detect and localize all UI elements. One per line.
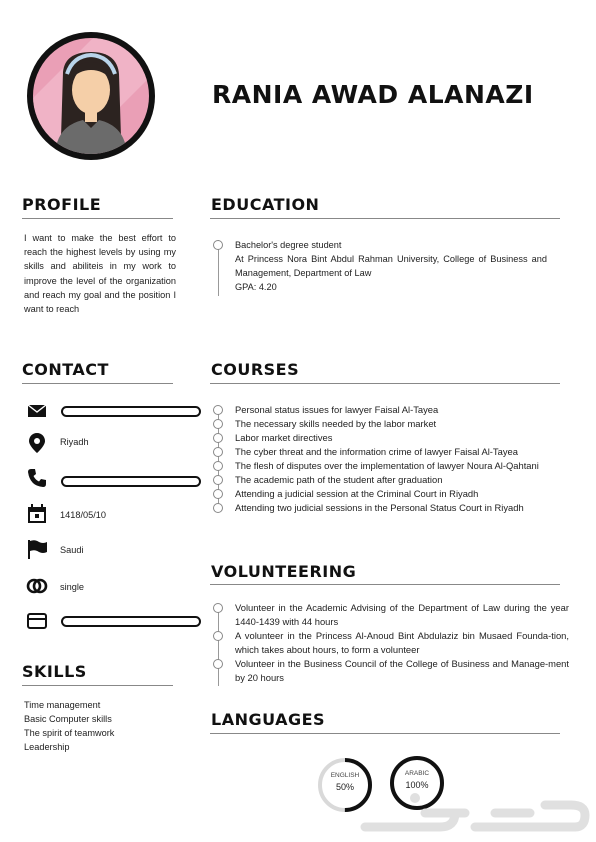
volunteering-rule bbox=[210, 584, 560, 585]
timeline-dot bbox=[213, 419, 223, 429]
timeline-dot bbox=[213, 489, 223, 499]
skill-item: Time management bbox=[24, 700, 101, 710]
timeline-dot bbox=[213, 603, 223, 613]
education-heading: EDUCATION bbox=[211, 195, 320, 214]
course-item: The flesh of disputes over the implementation of lawyer Noura Al-Qahtani bbox=[235, 460, 539, 471]
languages-rule bbox=[210, 733, 560, 734]
language-name: ARABIC bbox=[404, 770, 430, 777]
email-field bbox=[61, 406, 201, 417]
language-percent: 50% bbox=[335, 782, 354, 792]
course-item: Attending two judicial sessions in the Personal Status Court in Riyadh bbox=[235, 502, 524, 513]
contact-heading: CONTACT bbox=[22, 360, 109, 379]
education-rule bbox=[210, 218, 560, 219]
education-degree: Bachelor's degree student bbox=[235, 240, 342, 250]
haraj-watermark-logo bbox=[345, 783, 595, 841]
course-item: The cyber threat and the information crime of lawyer Faisal Al-Tayea bbox=[235, 446, 518, 457]
volunteering-heading: VOLUNTEERING bbox=[211, 562, 357, 581]
avatar bbox=[27, 32, 155, 160]
contact-city: Riyadh bbox=[60, 437, 89, 447]
volunteering-timeline bbox=[218, 606, 219, 686]
phone-icon bbox=[26, 467, 48, 489]
profile-heading: PROFILE bbox=[22, 195, 102, 214]
skills-rule bbox=[22, 685, 173, 686]
course-item: The necessary skills needed by the labor market bbox=[235, 418, 437, 429]
course-item: Personal status issues for lawyer Faisal Al-Tayea bbox=[235, 404, 439, 415]
location-pin-icon bbox=[26, 432, 48, 454]
timeline-dot bbox=[213, 447, 223, 457]
course-item: Attending a judicial session at the Criminal Court in Riyadh bbox=[235, 488, 479, 499]
contact-birthdate: 1418/05/10 bbox=[60, 510, 106, 520]
education-school: At Princess Nora Bint Abdul Rahman University, College of Business and Management, Department of Law bbox=[235, 254, 547, 278]
course-item: The academic path of the student after graduation bbox=[235, 474, 443, 485]
skills-list bbox=[24, 698, 114, 754]
contact-nationality: Saudi bbox=[60, 545, 84, 555]
timeline-dot bbox=[213, 475, 223, 485]
course-item: Labor market directives bbox=[235, 432, 333, 443]
timeline-dot bbox=[213, 631, 223, 641]
timeline-dot bbox=[213, 461, 223, 471]
calendar-icon bbox=[26, 503, 48, 525]
profile-rule bbox=[22, 218, 173, 219]
phone-field bbox=[61, 476, 201, 487]
timeline-dot bbox=[213, 405, 223, 415]
courses-heading: COURSES bbox=[211, 360, 300, 379]
timeline-dot bbox=[213, 659, 223, 669]
contact-rule bbox=[22, 383, 173, 384]
flag-icon bbox=[26, 538, 48, 560]
education-gpa: GPA: 4.20 bbox=[235, 282, 277, 292]
timeline-dot bbox=[213, 503, 223, 513]
volunteering-list bbox=[235, 601, 569, 685]
language-name: ENGLISH bbox=[330, 772, 360, 779]
envelope-icon bbox=[26, 400, 48, 422]
volunteer-item: Volunteer in the Business Council of the College of Business and Manage-ment by 20 hours bbox=[235, 658, 569, 683]
id-field bbox=[61, 616, 201, 627]
timeline-dot bbox=[213, 240, 223, 250]
woman-avatar-icon bbox=[33, 38, 149, 154]
timeline-dot bbox=[213, 433, 223, 443]
skills-heading: SKILLS bbox=[22, 662, 87, 681]
rings-icon bbox=[26, 575, 48, 597]
languages-heading: LANGUAGES bbox=[211, 710, 326, 729]
language-percent: 100% bbox=[405, 780, 429, 790]
candidate-name: RANIA AWAD ALANAZI bbox=[212, 80, 534, 109]
courses-list bbox=[235, 403, 575, 515]
skill-item: Leadership bbox=[24, 742, 70, 752]
education-entry bbox=[235, 238, 547, 294]
volunteer-item: A volunteer in the Princess Al-Anoud Bint Abdulaziz bin Musaed Founda-tion, which takes about hours, to form a volunteer bbox=[235, 630, 569, 655]
profile-text: I want to make the best effort to reach the highest levels by using my skills and abiliteis in my work to improve the level of the organization and reach my goal and the position I want to reach bbox=[24, 233, 176, 315]
id-card-icon bbox=[26, 610, 48, 632]
volunteer-item: Volunteer in the Academic Advising of the Department of Law during the year 1440-1439 with 44 hours bbox=[235, 602, 569, 627]
skill-item: The spirit of teamwork bbox=[24, 728, 115, 738]
courses-rule bbox=[210, 383, 560, 384]
contact-marital-status: single bbox=[60, 582, 85, 592]
skill-item: Basic Computer skills bbox=[24, 714, 112, 724]
